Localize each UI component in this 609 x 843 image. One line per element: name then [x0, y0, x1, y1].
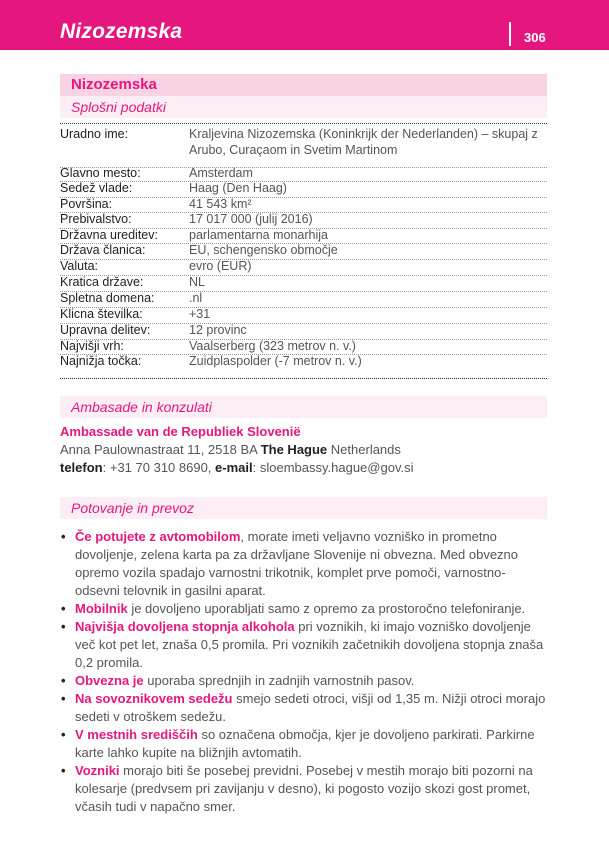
list-item	[60, 726, 547, 762]
row-separator	[60, 181, 547, 182]
row-separator	[60, 275, 547, 276]
info-label: Kratica države:	[60, 275, 144, 289]
page-title: Nizozemska	[60, 20, 183, 43]
info-value: Kraljevina Nizozemska (Koninkrijk der Nederlanden) – skupaj z Arubo, Curaçaom in Svetim Martinom	[189, 127, 538, 157]
item-text: morajo biti še posebej previdni. Posebej v mestih morajo biti pozorni na kolesarje (predvsem pri zavijanju v desno), ki pogosto vozijo skozi gost promet, včasih tudi v napačno smer.	[75, 763, 533, 814]
info-label: Površina:	[60, 197, 113, 211]
travel-heading: Potovanje in prevoz	[71, 500, 194, 516]
phone-label: telefon	[60, 460, 103, 475]
email-label: e-mail	[215, 460, 253, 475]
info-label: Državna ureditev:	[60, 228, 158, 242]
item-highlight: V mestnih središčih	[75, 727, 198, 742]
general-subheading-bar	[60, 96, 547, 118]
info-label: Najnižja točka:	[60, 354, 142, 368]
info-value: Vaalserberg (323 metrov n. v.)	[189, 339, 356, 353]
list-item	[60, 762, 547, 816]
row-separator	[60, 307, 547, 308]
list-item	[60, 600, 547, 618]
table-bottom-rule	[60, 378, 547, 379]
info-value: 41 543 km²	[189, 197, 252, 211]
general-subheading: Splošni podatki	[71, 99, 166, 115]
item-highlight: Če potujete z avtomobilom	[75, 529, 241, 544]
embassy-country: Netherlands	[330, 442, 401, 457]
info-value: Zuidplaspolder (-7 metrov n. v.)	[189, 354, 362, 368]
list-item	[60, 528, 547, 600]
info-label: Glavno mesto:	[60, 166, 141, 180]
info-value: 17 017 000 (julij 2016)	[189, 212, 313, 226]
info-label: Najvišji vrh:	[60, 339, 124, 353]
info-value: .nl	[189, 291, 203, 305]
info-label: Uradno ime:	[60, 127, 129, 141]
embassy-street: Anna Paulownastraat 11, 2518 BA	[60, 442, 258, 457]
item-text: so označena območja, kjer je dovoljeno parkirati. Parkirne karte lahko kupite na bližnjih avtomatih.	[75, 727, 535, 760]
page-number: 306	[524, 30, 546, 45]
item-highlight: Mobilnik	[75, 601, 128, 616]
info-label: Valuta:	[60, 259, 98, 273]
row-separator	[60, 259, 547, 260]
info-value: parlamentarna monarhija	[189, 228, 328, 242]
row-separator	[60, 228, 547, 229]
info-value: EU, schengensko območje	[189, 243, 338, 257]
item-highlight: Na sovoznikovem sedežu	[75, 691, 233, 706]
row-separator	[60, 167, 547, 168]
item-highlight: Obvezna je	[75, 673, 144, 688]
embassy-contact	[60, 460, 413, 475]
item-highlight: Najvišja dovoljena stopnja alkohola	[75, 619, 295, 634]
row-separator	[60, 291, 547, 292]
item-text: pri voznikih, ki imajo vozniško dovoljenje več kot pet let, znaša 0,5 promila. Pri voznikih začetnikih dovoljena stopnja znaša 0,2 promila.	[75, 619, 544, 670]
embassy-name: Ambassade van de Republiek Slovenië	[60, 424, 301, 439]
item-highlight: Vozniki	[75, 763, 120, 778]
travel-section-header	[60, 497, 547, 519]
travel-heading-bar	[60, 497, 547, 519]
info-label: Sedež vlade:	[60, 181, 133, 195]
info-label: Spletna domena:	[60, 291, 155, 305]
travel-list	[60, 528, 547, 816]
info-label: Država članica:	[60, 243, 146, 257]
row-separator	[60, 212, 547, 213]
table-top-rule	[60, 123, 547, 124]
row-separator	[60, 243, 547, 244]
info-label: Prebivalstvo:	[60, 212, 132, 226]
item-text: je dovoljeno uporabljati samo z opremo za prostoročno telefoniranje.	[127, 601, 526, 616]
list-item	[60, 618, 547, 672]
embassy-heading: Ambasade in konzulati	[71, 399, 212, 415]
row-separator	[60, 323, 547, 324]
phone-value: : +31 70 310 8690,	[102, 460, 212, 475]
row-separator	[60, 197, 547, 198]
embassy-city: The Hague	[260, 442, 328, 457]
item-text: smejo sedeti otroci, višji od 1,35 m. Nižji otroci morajo sedeti v otroškem sedežu.	[75, 691, 546, 724]
info-value: Haag (Den Haag)	[189, 181, 287, 195]
row-separator	[60, 339, 547, 340]
info-value: evro (EUR)	[189, 259, 252, 273]
embassy-heading-bar	[60, 396, 547, 418]
embassy-section-header	[60, 396, 547, 418]
list-item	[60, 690, 547, 726]
item-text: uporaba sprednjih in zadnjih varnostnih pasov.	[143, 673, 415, 688]
row-separator	[60, 354, 547, 355]
info-label: Upravna delitev:	[60, 323, 151, 337]
header-divider	[509, 22, 511, 46]
info-value: +31	[189, 307, 211, 321]
info-value: NL	[189, 275, 205, 289]
info-value: 12 provinc	[189, 323, 247, 337]
email-value: : sloembassy.hague@gov.si	[252, 460, 414, 475]
item-text: , morate imeti veljavno vozniško in prometno dovoljenje, zelena karta pa za državljane Slovenije ni obvezna. Med obvezno opremo vozila spadajo varnostni trikotnik, komplet prve pomoči, varnostno-odsevni telovnik in gasilni aparat.	[75, 529, 519, 598]
info-value: Amsterdam	[189, 166, 253, 180]
embassy-address	[60, 442, 401, 457]
country-heading-bar	[60, 74, 547, 96]
info-label: Klicna številka:	[60, 307, 143, 321]
list-item	[60, 672, 547, 690]
country-heading: Nizozemska	[71, 76, 157, 93]
general-section-header	[60, 74, 547, 118]
